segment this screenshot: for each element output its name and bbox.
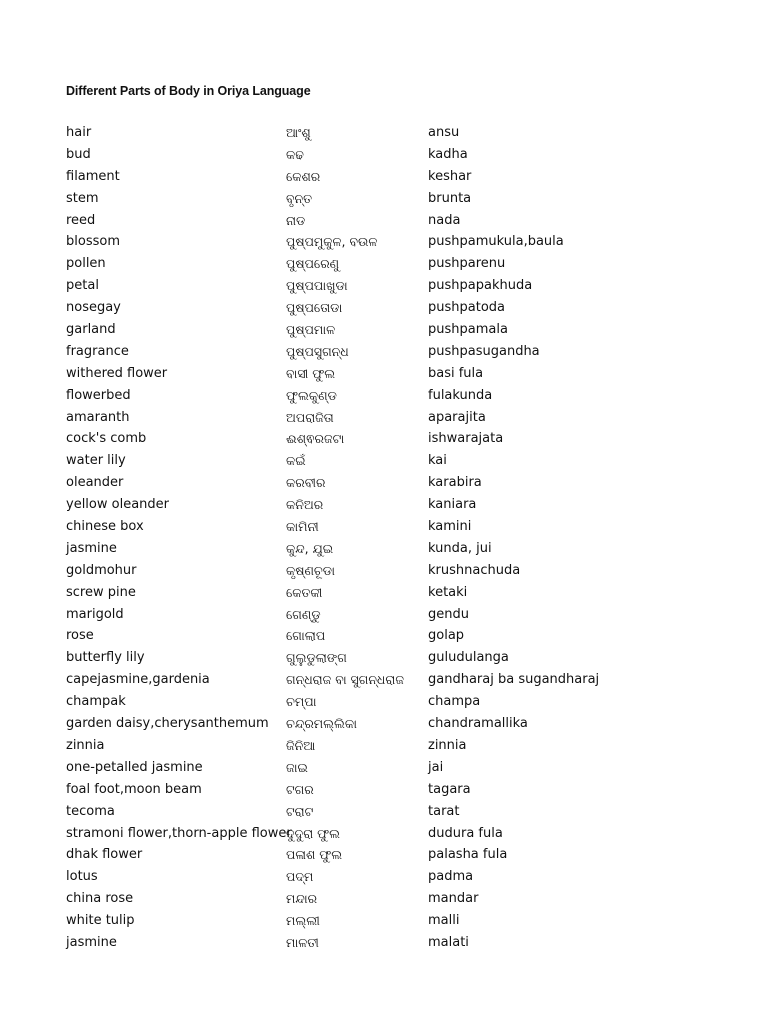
english-word: goldmohur — [66, 562, 137, 578]
transliteration: zinnia — [428, 737, 467, 753]
oriya-word: ଫୁଲକୁଣ୍ଡ — [286, 387, 337, 403]
english-word: screw pine — [66, 584, 136, 600]
english-word: garland — [66, 322, 116, 338]
document-title: Different Parts of Body in Oriya Language — [66, 84, 311, 98]
vocab-row — [66, 713, 746, 735]
oriya-word: ବାସୀ ଫୁଲ — [286, 365, 336, 381]
oriya-word: କରବୀର — [286, 475, 326, 491]
vocab-row — [66, 144, 746, 166]
oriya-word: କଢ — [286, 146, 304, 162]
english-word: hair — [66, 125, 92, 140]
english-word: withered flower — [66, 365, 168, 381]
transliteration: pushpapakhuda — [428, 278, 533, 294]
oriya-word: କେଶର — [286, 168, 321, 184]
vocab-row — [66, 823, 746, 845]
vocab-row — [66, 319, 746, 341]
oriya-word: ପୁଷ୍ପମୁକୁଳ, ବଉଳ — [286, 234, 378, 250]
transliteration: kunda, jui — [428, 540, 492, 556]
transliteration: aparajita — [428, 409, 486, 425]
vocab-row — [66, 582, 746, 604]
transliteration: gendu — [428, 606, 469, 622]
vocab-row — [66, 472, 746, 494]
transliteration: ketaki — [428, 584, 468, 600]
english-word: water lily — [66, 453, 126, 469]
english-word: filament — [66, 168, 120, 184]
transliteration: ishwarajata — [428, 431, 504, 447]
vocab-row — [66, 253, 746, 275]
english-word: pollen — [66, 256, 106, 272]
transliteration: dudura fula — [428, 825, 503, 841]
transliteration: krushnachuda — [428, 562, 521, 578]
english-word: marigold — [66, 606, 124, 622]
oriya-word: କେତକୀ — [286, 584, 323, 600]
vocab-row — [66, 297, 746, 319]
vocab-row — [66, 669, 746, 691]
transliteration: brunta — [428, 190, 472, 206]
english-word: fragrance — [66, 343, 129, 359]
english-word: nosegay — [66, 300, 121, 316]
transliteration: basi fula — [428, 365, 484, 381]
transliteration: tagara — [428, 781, 471, 797]
english-word: rose — [66, 628, 94, 644]
transliteration: nada — [428, 212, 461, 228]
transliteration: guludulanga — [428, 650, 509, 666]
vocab-row — [66, 538, 746, 560]
oriya-word: ନାଡ — [286, 212, 306, 228]
vocab-row — [66, 560, 746, 582]
english-word: amaranth — [66, 409, 130, 425]
vocab-row — [66, 779, 746, 801]
oriya-word: ପଳାଶ ଫୁଲ — [286, 847, 343, 863]
vocab-row — [66, 428, 746, 450]
transliteration: jai — [428, 759, 444, 775]
oriya-word: ଦୁଦୁରା ଫୁଲ — [286, 825, 340, 841]
transliteration: kadha — [428, 146, 468, 162]
oriya-word: ଗନ୍ଧରାଜ ବା ସୁଗନ୍ଧରାଜ — [286, 672, 404, 688]
transliteration: gandharaj ba sugandharaj — [428, 672, 600, 688]
vocab-row — [66, 735, 746, 757]
english-word: champak — [66, 694, 126, 710]
oriya-word: କୃଷ୍ଣଚୂଡା — [286, 562, 335, 578]
transliteration: pushpasugandha — [428, 343, 540, 359]
oriya-word: ଜାଇ — [286, 759, 308, 775]
vocab-row — [66, 450, 746, 472]
english-word: chinese box — [66, 519, 144, 535]
oriya-word: କାମିନୀ — [286, 519, 319, 535]
oriya-word: ଅପରାଜିତା — [286, 409, 334, 425]
oriya-word: ଜିନିଆ — [286, 737, 316, 753]
english-word: garden daisy,cherysanthemum — [66, 716, 269, 732]
vocab-row — [66, 932, 746, 954]
oriya-word: ଗୁଲୁଡୁଲାଙ୍ଗ — [286, 650, 347, 666]
transliteration: karabira — [428, 475, 482, 491]
oriya-word: ଗେଣ୍ଡୁ — [286, 606, 321, 622]
oriya-word: ବୃନ୍ତ — [286, 190, 313, 206]
transliteration: champa — [428, 694, 481, 710]
english-word: foal foot,moon beam — [66, 781, 202, 797]
oriya-word: ମନ୍ଦାର — [286, 891, 318, 907]
transliteration: ansu — [428, 125, 460, 140]
transliteration: pushpatoda — [428, 300, 505, 316]
english-word: china rose — [66, 891, 134, 907]
english-word: stramoni flower,thorn-apple flower — [66, 825, 292, 841]
vocab-row — [66, 757, 746, 779]
vocab-row — [66, 341, 746, 363]
transliteration: palasha fula — [428, 847, 508, 863]
oriya-word: ଚମ୍ପା — [286, 694, 317, 710]
oriya-word: ଆଂଶୁ — [286, 125, 311, 140]
transliteration: malli — [428, 913, 460, 929]
oriya-word: କଇଁ — [286, 453, 306, 469]
vocab-row — [66, 691, 746, 713]
transliteration: fulakunda — [428, 387, 493, 403]
oriya-word: କୁନ୍ଦ, ଯୁଇ — [286, 540, 334, 556]
transliteration: kaniara — [428, 497, 477, 513]
oriya-word: ମାଳତୀ — [286, 934, 319, 950]
oriya-word: ପୁଷ୍ପମାଳ — [286, 322, 336, 338]
vocab-row — [66, 188, 746, 210]
english-word: petal — [66, 278, 99, 294]
transliteration: pushpamala — [428, 322, 508, 338]
transliteration: malati — [428, 934, 469, 950]
vocab-row — [66, 866, 746, 888]
vocab-row — [66, 166, 746, 188]
english-word: white tulip — [66, 913, 135, 929]
oriya-word: ମଲ୍ଲୀ — [286, 913, 320, 929]
vocab-row — [66, 516, 746, 538]
english-word: stem — [66, 190, 99, 206]
vocab-row — [66, 494, 746, 516]
english-word: blossom — [66, 234, 120, 250]
english-word: oleander — [66, 475, 124, 491]
vocab-row — [66, 385, 746, 407]
oriya-word: କନିଅର — [286, 497, 324, 513]
oriya-word: ପୁଷ୍ପରେଣୁ — [286, 256, 340, 272]
oriya-word: ପଦ୍ମ — [286, 869, 314, 885]
vocab-row — [66, 647, 746, 669]
vocab-row — [66, 844, 746, 866]
transliteration: golap — [428, 628, 465, 644]
vocab-row — [66, 122, 746, 144]
english-word: jasmine — [66, 934, 117, 950]
english-word: cock's comb — [66, 431, 147, 447]
english-word: flowerbed — [66, 387, 131, 403]
oriya-word: ପୁଷ୍ପତୋଡା — [286, 300, 343, 316]
transliteration: padma — [428, 869, 474, 885]
oriya-word: ଟଗର — [286, 781, 314, 797]
vocab-row — [66, 910, 746, 932]
vocab-row — [66, 625, 746, 647]
transliteration: keshar — [428, 168, 472, 184]
english-word: reed — [66, 212, 96, 228]
oriya-word: ଟରାଟ — [286, 803, 314, 819]
vocab-row — [66, 363, 746, 385]
transliteration: kamini — [428, 519, 472, 535]
oriya-word: ଈଶ୍ଵରଜଟା — [286, 431, 345, 447]
english-word: jasmine — [66, 540, 117, 556]
oriya-word: ଗୋଲାପ — [286, 628, 326, 644]
english-word: yellow oleander — [66, 497, 169, 513]
vocab-row — [66, 801, 746, 823]
english-word: capejasmine,gardenia — [66, 672, 210, 688]
transliteration: chandramallika — [428, 716, 528, 732]
vocabulary-list — [66, 122, 746, 954]
transliteration: pushparenu — [428, 256, 506, 272]
english-word: butterfly lily — [66, 650, 145, 666]
vocab-row — [66, 210, 746, 232]
transliteration: mandar — [428, 891, 479, 907]
transliteration: pushpamukula,baula — [428, 234, 564, 250]
english-word: one-petalled jasmine — [66, 759, 203, 775]
english-word: bud — [66, 146, 91, 162]
oriya-word: ପୁଷ୍ପପାଖୁଡା — [286, 278, 348, 294]
vocab-row — [66, 407, 746, 429]
transliteration: kai — [428, 453, 447, 469]
english-word: lotus — [66, 869, 98, 885]
english-word: tecoma — [66, 803, 115, 819]
english-word: zinnia — [66, 737, 105, 753]
oriya-word: ଚନ୍ଦ୍ରମଲ୍ଲିକା — [286, 716, 357, 732]
vocab-row — [66, 604, 746, 626]
vocab-row — [66, 888, 746, 910]
vocab-row — [66, 275, 746, 297]
english-word: dhak flower — [66, 847, 143, 863]
oriya-word: ପୁଷ୍ପସୁଗନ୍ଧ — [286, 343, 349, 359]
transliteration: tarat — [428, 803, 460, 819]
vocab-row — [66, 231, 746, 253]
